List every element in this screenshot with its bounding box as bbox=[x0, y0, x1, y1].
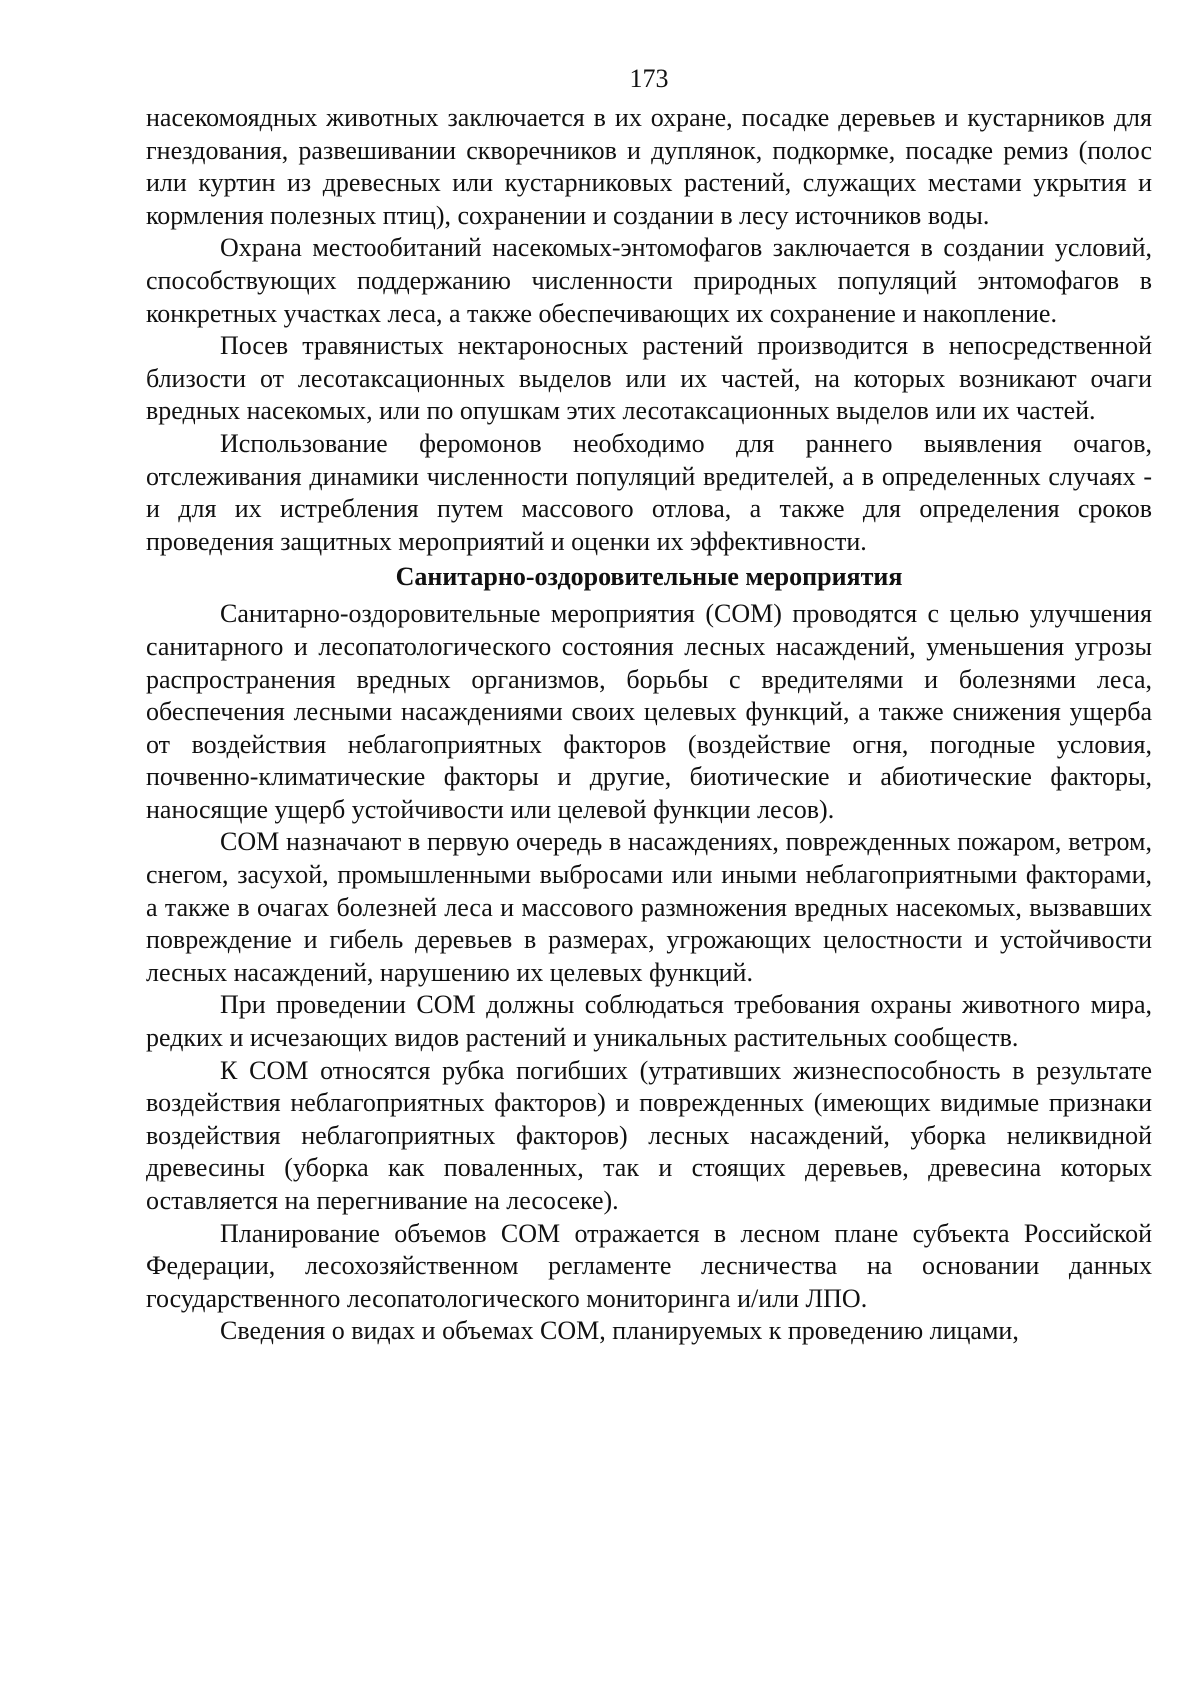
paragraph-som-types: К СОМ относятся рубка погибших (утративших жизнеспособность в результате воздействия неблагоприятных факторов) и поврежденных (имеющих видимые признаки воздействия неблагоприятных факторов) лесных насаждений, уборка неликвидной древесины (уборка как поваленных, так и стоящих деревьев, древесина которых оставляется на перегнивание на лесосеке). bbox=[146, 1055, 1152, 1215]
paragraph-som-information: Сведения о видах и объемах СОМ, планируемых к проведению лицами, bbox=[220, 1316, 1019, 1346]
paragraph-nectar-plants: Посев травянистых нектароносных растений производится в непосредственной близости от лесотаксационных выделов или их частей, на которых возникают очаги вредных насекомых, или по опушкам этих лесотаксационных выделов или их частей. bbox=[146, 331, 1152, 426]
document-page bbox=[146, 62, 1152, 1348]
paragraph-som-planning: Планирование объемов СОМ отражается в лесном плане субъекта Российской Федерации, лесохозяйственном регламенте лесничества на основании данных государственного лесопатологического мониторинга и/или ЛПО. bbox=[146, 1218, 1152, 1313]
paragraph-pheromones: Использование феромонов необходимо для раннего выявления очагов, отслеживания динамики численности популяций вредителей, а в определенных случаях - и для их истребления путем массового отлова, а также для определения сроков проведения защитных мероприятий и оценки их эффективности. bbox=[146, 428, 1152, 556]
paragraph-continuation-insectivores: насекомоядных животных заключается в их охране, посадке деревьев и кустарников для гнездования, развешивании скворечников и дуплянок, подкормке, посадке ремиз (полос или куртин из древесных или кустарниковых растений, служащих местами укрытия и кормления полезных птиц), сохранении и создании в лесу источников воды. bbox=[146, 103, 1152, 230]
paragraph-som-definition: Санитарно-оздоровительные мероприятия (СОМ) проводятся с целью улучшения санитарного и лесопатологического состояния лесных насаждений, уменьшения угрозы распространения вредных организмов, борьбы с вредителями и болезнями леса, обеспечения лесными насаждениями своих целевых функций, а также снижения ущерба от воздействия неблагоприятных факторов (воздействие огня, погодные условия, почвенно-климатические факторы и другие, биотические и абиотические факторы, наносящие ущерб устойчивости или целевой функции лесов). bbox=[146, 599, 1152, 824]
paragraph-som-assignment: СОМ назначают в первую очередь в насаждениях, поврежденных пожаром, ветром, снегом, засухой, промышленными выбросами или иными неблагоприятными факторами, а также в очагах болезней леса и массового размножения вредных насекомых, вызвавших повреждение и гибель деревьев в размерах, угрожающих целостности и устойчивости лесных насаждений, нарушению их целевых функций. bbox=[146, 827, 1152, 987]
paragraph-entomophages-habitat: Охрана местообитаний насекомых-энтомофагов заключается в создании условий, способствующих поддержанию численности природных популяций энтомофагов в конкретных участках леса, а также обеспечивающих их сохранение и накопление. bbox=[146, 233, 1152, 328]
paragraph-som-wildlife: При проведении СОМ должны соблюдаться требования охраны животного мира, редких и исчезающих видов растений и уникальных растительных сообществ. bbox=[146, 990, 1152, 1053]
page-number: 173 bbox=[629, 64, 669, 93]
section-heading: Санитарно-оздоровительные мероприятия bbox=[395, 562, 903, 592]
